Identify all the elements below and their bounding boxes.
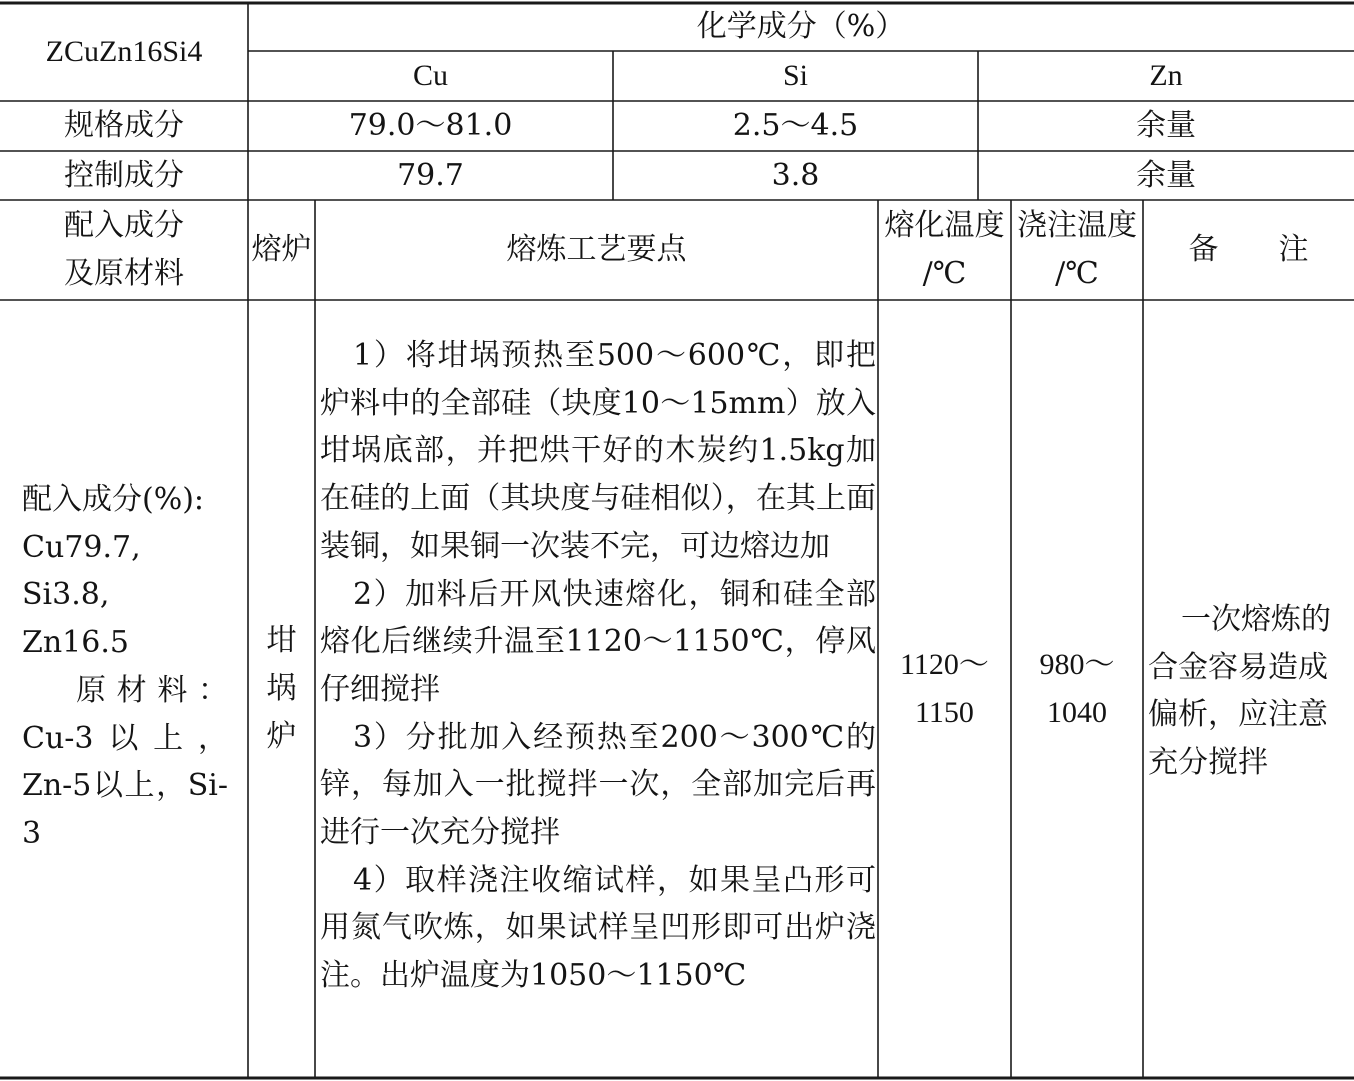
materials-line: Cu79.7,	[22, 529, 141, 565]
pouring-temp-header: 浇注温度 /℃	[1017, 208, 1137, 291]
control-composition-label: 控制成分	[64, 157, 184, 193]
column-cu: Cu	[412, 59, 448, 92]
materials-cell	[22, 476, 228, 858]
pouring-temp-value: 980～ 1040	[1039, 648, 1115, 729]
process-header: 熔炼工艺要点	[506, 232, 687, 267]
process-step-4: 4）取样浇注收缩试样，如果呈凸形可用氮气吹炼，如果试样呈凹形即可出炉浇注。出炉温度为1050～1150℃	[320, 862, 876, 994]
control-zn-value: 余量	[1136, 157, 1196, 193]
furnace-type: 坩 埚 炉	[266, 623, 297, 754]
materials-header: 配入成分 及原材料	[64, 208, 184, 291]
materials-line: Zn16.5	[22, 625, 129, 661]
melting-temp-header: 熔化温度 /℃	[884, 208, 1005, 291]
remarks-header: 备 注	[1188, 232, 1309, 267]
spec-cu-value: 79.0～81.0	[348, 108, 513, 143]
spec-si-value: 2.5～4.5	[732, 108, 859, 143]
chemical-composition-title: 化学成分（%）	[696, 9, 906, 44]
column-si: Si	[782, 59, 809, 92]
alloy-grade: ZCuZn16Si4	[45, 35, 203, 68]
furnace-header: 熔炉	[251, 232, 312, 267]
melting-temp-value: 1120～ 1150	[900, 648, 989, 729]
spec-composition-label: 规格成分	[64, 108, 184, 143]
process-step-1: 1）将坩埚预热至500～600℃，即把炉料中的全部硅（块度10～15mm）放入坩埚底部，并把烘干好的木炭约1.5kg加在硅的上面（其块度与硅相似），在其上面装铜，如果铜一次装不完，可边熔边加	[320, 338, 876, 564]
control-cu-value: 79.7	[397, 157, 464, 193]
process-step-2: 2）加料后开风快速熔化，铜和硅全部熔化后继续升温至1120～1150℃，停风仔细搅拌	[320, 576, 876, 707]
materials-line: Si3.8,	[22, 577, 110, 613]
process-steps	[320, 332, 876, 1000]
raw-materials-text: 原材料：Cu-3以上，Zn-5以上，Si-3	[22, 672, 228, 851]
process-step-3: 3）分批加入经预热至200～300℃的锌，每加入一批搅拌一次，全部加完后再进行一次充分搅拌	[320, 719, 876, 851]
materials-line: 配入成分(%):	[22, 482, 205, 517]
remarks-text: 一次熔炼的合金容易造成偏析，应注意充分搅拌	[1148, 602, 1331, 781]
column-zn: Zn	[1149, 59, 1183, 92]
control-si-value: 3.8	[771, 157, 820, 193]
spec-zn-value: 余量	[1136, 108, 1196, 143]
